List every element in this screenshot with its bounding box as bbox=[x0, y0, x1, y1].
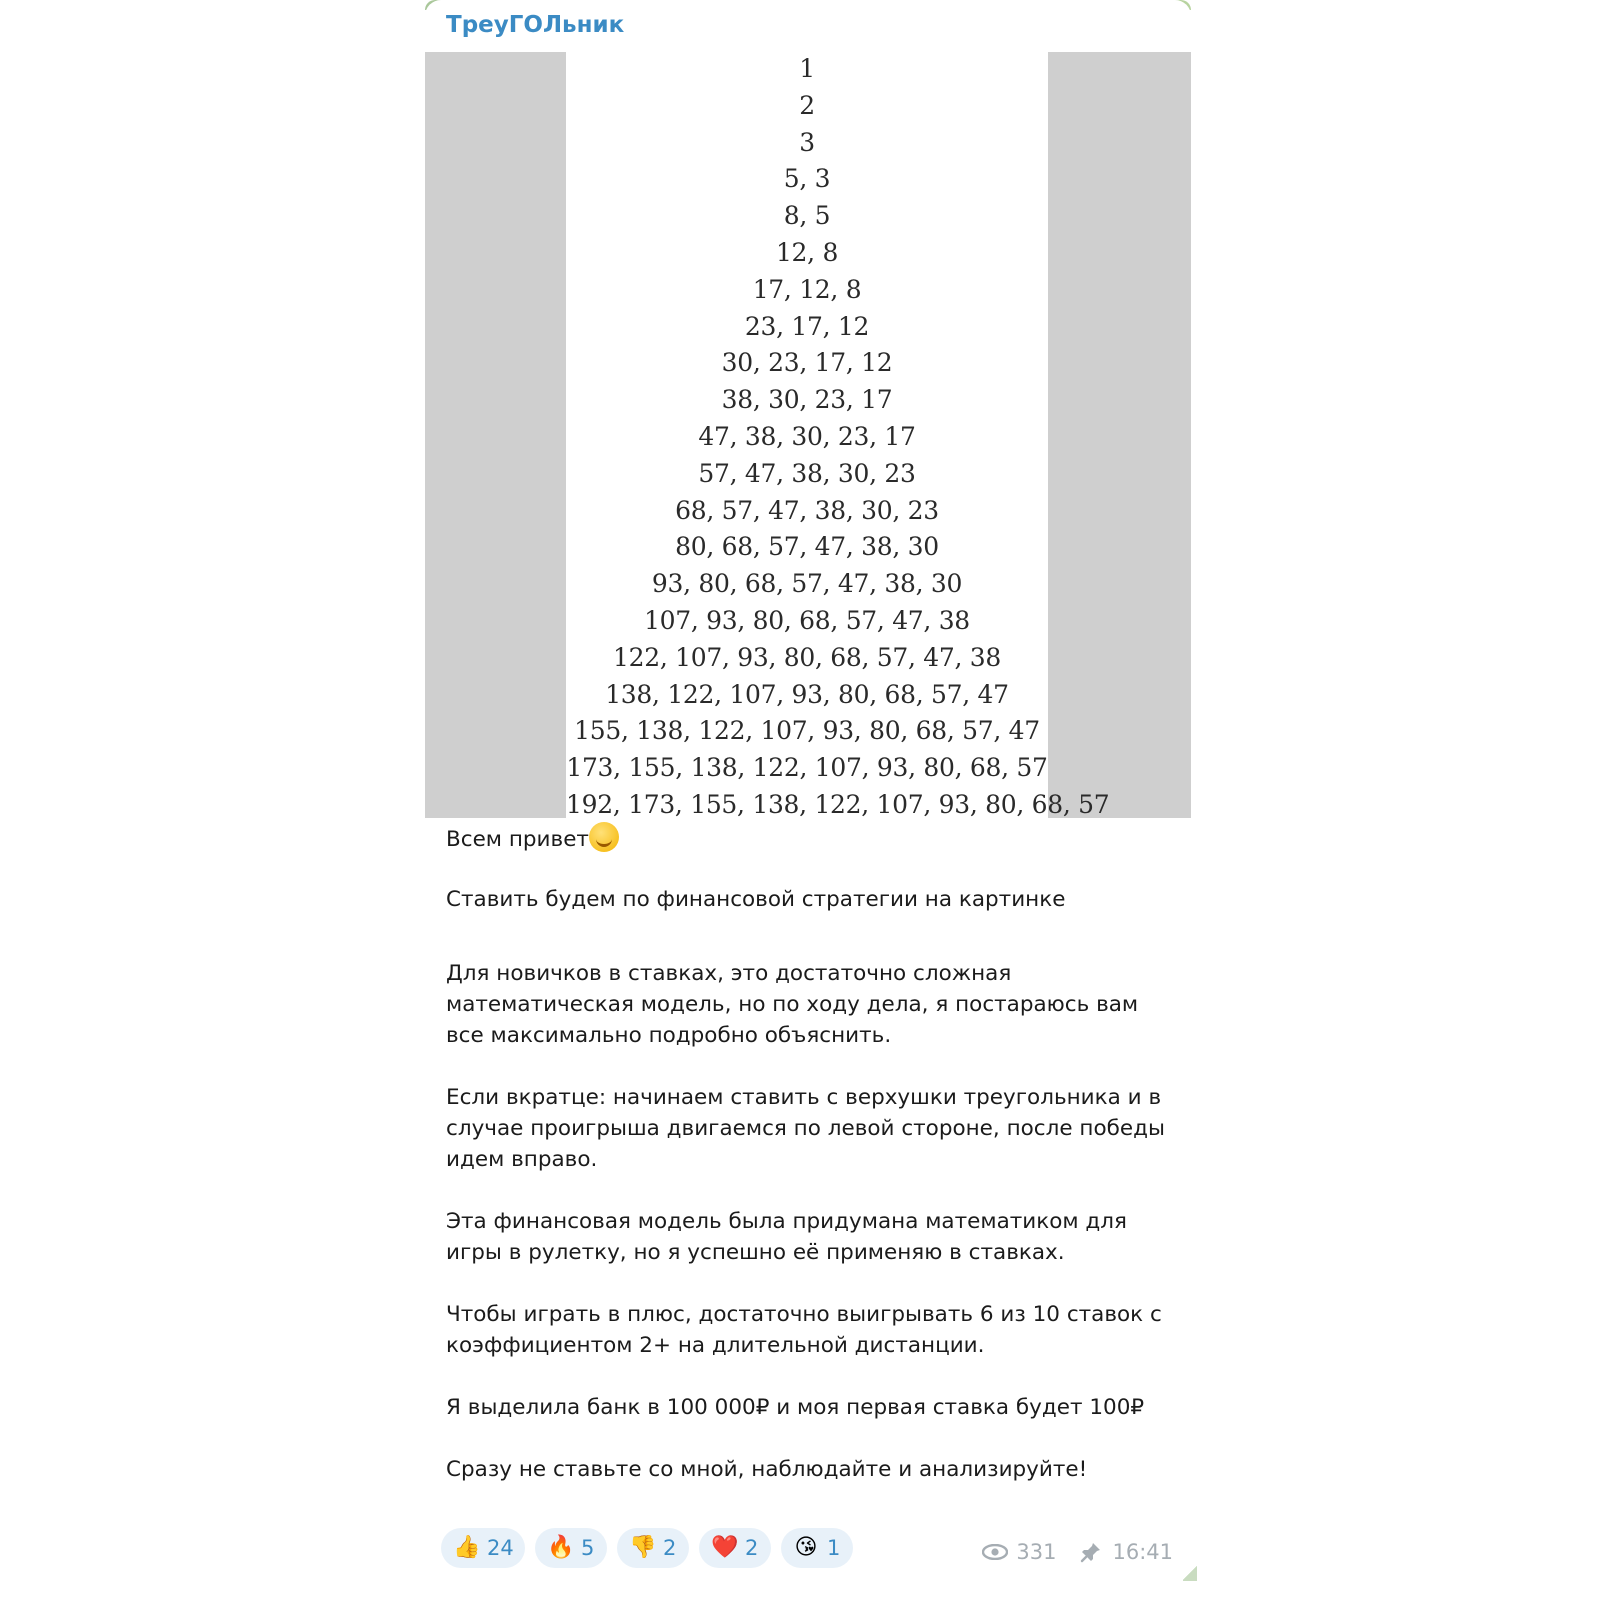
triangle-row: 17, 12, 8 bbox=[752, 274, 862, 304]
triangle-row: 5, 3 bbox=[783, 164, 831, 194]
post-paragraph: Чтобы играть в плюс, достаточно выигрывать 6 из 10 ставок с коэффициентом 2+ на длительной дистанции. bbox=[446, 1302, 1162, 1358]
triangle-row: 2 bbox=[799, 90, 815, 120]
message-bubble bbox=[425, 0, 1191, 1582]
triangle-row: 38, 30, 23, 17 bbox=[721, 385, 893, 415]
post-paragraph: Я выделила банк в 100 000₽ и моя первая ставка будет 100₽ bbox=[446, 1395, 1145, 1420]
reaction-kiss[interactable] bbox=[781, 1528, 853, 1568]
triangle-row: 30, 23, 17, 12 bbox=[721, 348, 893, 378]
eye-icon bbox=[982, 1544, 1008, 1560]
reaction-fire[interactable] bbox=[535, 1528, 607, 1568]
reaction-thumbs-down[interactable] bbox=[617, 1528, 689, 1568]
triangle-row: 23, 17, 12 bbox=[744, 311, 870, 341]
thumbs-down-icon: 👎 bbox=[629, 1535, 657, 1560]
triangle-row: 138, 122, 107, 93, 80, 68, 57, 47 bbox=[605, 679, 1009, 709]
pin-icon[interactable] bbox=[1080, 1541, 1102, 1563]
reaction-count: 24 bbox=[487, 1536, 514, 1560]
post-paragraph: Для новичков в ставках, это достаточно сложная математическая модель, но по ходу дела, я постараюсь вам все максимально подробно объяснить. bbox=[446, 961, 1139, 1048]
channel-name[interactable]: ТреуГОЛьник bbox=[446, 12, 625, 38]
message-time: 16:41 bbox=[1112, 1540, 1173, 1564]
triangle-row: 80, 68, 57, 47, 38, 30 bbox=[675, 532, 939, 562]
greeting-line bbox=[446, 822, 1176, 855]
reaction-count: 2 bbox=[663, 1536, 677, 1560]
reaction-thumbs-up[interactable] bbox=[441, 1528, 525, 1568]
triangle-row: 68, 57, 47, 38, 30, 23 bbox=[675, 495, 939, 525]
view-count: 331 bbox=[1016, 1540, 1057, 1564]
greeting-text: Всем привет bbox=[446, 827, 589, 852]
message-meta bbox=[982, 1540, 1173, 1564]
triangle-row: 47, 38, 30, 23, 17 bbox=[698, 422, 916, 451]
triangle-image-content bbox=[566, 52, 1110, 819]
triangle-row: 12, 8 bbox=[775, 238, 839, 267]
thumbs-up-icon: 👍 bbox=[453, 1535, 481, 1560]
post-paragraph: Если вкратце: начинаем ставить с верхушки треугольника и в случае проигрыша двигаемся по левой стороне, после победы идем вправо. bbox=[446, 1085, 1165, 1172]
reaction-heart[interactable] bbox=[699, 1528, 771, 1568]
triangle-row: 1 bbox=[799, 54, 815, 83]
triangle-row: 3 bbox=[799, 127, 815, 157]
post-paragraph: Ставить будем по финансовой стратегии на картинке bbox=[446, 887, 1066, 912]
triangle-row: 8, 5 bbox=[783, 201, 831, 231]
reaction-count: 1 bbox=[827, 1536, 841, 1560]
triangle-row: 93, 80, 68, 57, 47, 38, 30 bbox=[651, 569, 963, 599]
post-paragraph: Эта финансовая модель была придумана математиком для игры в рулетку, но я успешно её применяю в ставках. bbox=[446, 1209, 1127, 1265]
triangle-row: 57, 47, 38, 30, 23 bbox=[698, 458, 916, 488]
triangle-row: 107, 93, 80, 68, 57, 47, 38 bbox=[644, 606, 970, 635]
reaction-count: 5 bbox=[581, 1536, 595, 1560]
fire-icon: 🔥 bbox=[547, 1535, 575, 1560]
heart-icon: ❤️ bbox=[711, 1535, 739, 1560]
triangle-row: 173, 155, 138, 122, 107, 93, 80, 68, 57 bbox=[566, 753, 1048, 783]
triangle-row: 192, 173, 155, 138, 122, 107, 93, 80, 68, 57 bbox=[566, 790, 1110, 819]
triangle-row: 122, 107, 93, 80, 68, 57, 47, 38 bbox=[613, 642, 1001, 672]
kiss-face-icon: 😘 bbox=[794, 1535, 818, 1560]
post-paragraph: Сразу не ставьте со мной, наблюдайте и анализируйте! bbox=[446, 1457, 1088, 1482]
bubble-tail bbox=[1183, 1565, 1197, 1581]
post-image[interactable] bbox=[425, 52, 1191, 818]
reaction-count: 2 bbox=[745, 1536, 759, 1560]
triangle-row: 155, 138, 122, 107, 93, 80, 68, 57, 47 bbox=[574, 716, 1040, 746]
hugging-face-icon bbox=[589, 822, 619, 852]
